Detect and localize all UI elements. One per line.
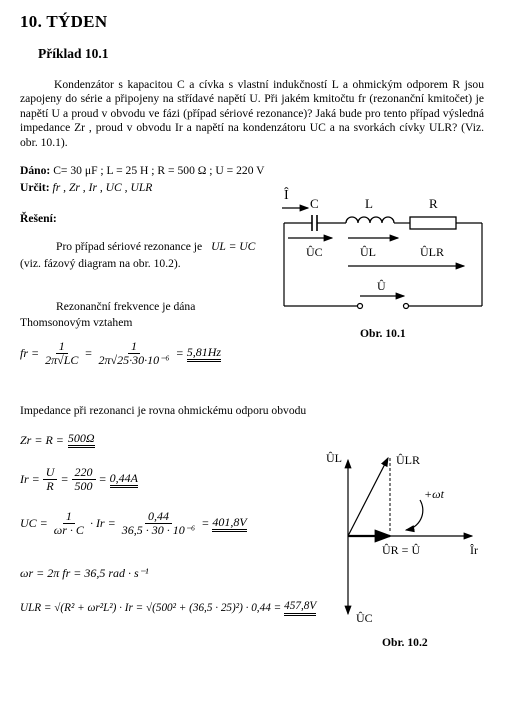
eq-uc-num1: 1 bbox=[63, 510, 75, 524]
thomson-text-2: Thomsonovým vztahem bbox=[20, 316, 133, 329]
eq-fr-num2: 1 bbox=[128, 340, 140, 354]
eq-ir-den1: R bbox=[46, 479, 54, 493]
inductor bbox=[346, 217, 394, 223]
resistor-label: R bbox=[429, 196, 438, 211]
eq-fr-lhs: fr = bbox=[20, 346, 40, 360]
eq-fr-num1: 1 bbox=[56, 340, 68, 354]
eq-ir-result: 0,44A bbox=[110, 472, 138, 488]
resonance-line bbox=[56, 240, 255, 253]
phasor-caption: Obr. 10.2 bbox=[382, 636, 428, 649]
capacitor-label: C bbox=[310, 196, 319, 211]
phasor-omega-label: +ωt bbox=[424, 487, 444, 501]
circuit-ulr-label: ÛLR bbox=[420, 245, 444, 259]
solution-label: Řešení: bbox=[20, 212, 57, 225]
eq-ir: Ir = $\frac{U}{R}$ = $\frac{220}{500}$ = 0,44A bbox=[20, 465, 138, 493]
terminal bbox=[358, 304, 363, 309]
given-values: C= 30 μF ; L = 25 H ; R = 500 Ω ; U = 220 V bbox=[53, 164, 265, 177]
eq-zr bbox=[20, 432, 95, 448]
phasor-ul-label: ÛL bbox=[326, 451, 342, 465]
eq-ir-num2: 220 bbox=[72, 466, 96, 480]
eq-uc: UC = $\frac{1}{\omega r \cdot C}$ · Ir = $\frac{0,44}{\text{36,5 · 30 · 10⁻⁶}}$ = 401,8V bbox=[20, 509, 247, 537]
resonance-eq: UL = UC bbox=[211, 240, 256, 253]
eq-fr-den2: 2π√25·30·10⁻⁶ bbox=[98, 353, 170, 367]
given-label: Dáno: bbox=[20, 164, 51, 177]
circuit-caption: Obr. 10.1 bbox=[360, 327, 406, 340]
find-values: fr , Zr , Ir , UC , ULR bbox=[52, 181, 153, 194]
eq-ir-num1: U bbox=[43, 466, 58, 480]
thomson-text-1: Rezonanční frekvence je dána bbox=[56, 300, 196, 313]
find-row bbox=[20, 181, 152, 194]
eq-ir-den2: 500 bbox=[74, 479, 93, 493]
eq-uc-den2: 36,5 · 30 · 10⁻⁶ bbox=[121, 523, 196, 537]
eq-uc-den1: ωr · C bbox=[53, 523, 84, 537]
eq-ulr-lhs: ULR = √(R² + ωr²L²) · Ir = √(500² + (36,5 · 25)²) · 0,44 = bbox=[20, 602, 282, 614]
example-title: Příklad 10.1 bbox=[38, 46, 109, 61]
phasor-ir-label: Îr bbox=[470, 543, 478, 557]
eq-zr-lhs: Zr = R = bbox=[20, 432, 64, 447]
resonance-text: Pro případ sériové rezonance je bbox=[56, 240, 203, 253]
resonance-ref: (viz. fázový diagram na obr. 10.2). bbox=[20, 257, 181, 270]
ulr-phasor bbox=[348, 458, 388, 536]
problem-text: Kondenzátor s kapacitou C a cívka s vlastní indukčností L a ohmickým odporem R jsou zapojeny do série a připojeny na střídavé napětí U. Při jakém kmitočtu fr (rezonanční kmitočet) je napětí U a proud v obvodu ve fázi (případ sériové rezonance)? Jaká bude pro tento případ výsledná impedance Zr , proud v obvodu Ir a napětí na kondenzátoru UC a na svorkách cívky ULR? (Viz. obr. 10.1). bbox=[20, 78, 484, 149]
eq-fr-result: 5,81Hz bbox=[187, 346, 221, 362]
chapter-title: 10. TÝDEN bbox=[20, 12, 108, 31]
eq-fr: fr = $\frac{1}{2\pi√LC}$ = $\frac{1}{\text{2π√25·30·10⁻⁶}}$ = 5,81Hz bbox=[20, 339, 222, 367]
find-label: Určit: bbox=[20, 181, 50, 194]
eq-zr-result: 500Ω bbox=[68, 432, 95, 448]
phasor-diagram bbox=[318, 446, 494, 630]
terminal bbox=[404, 304, 409, 309]
inductor-label: L bbox=[365, 196, 373, 211]
circuit-current-label: Î bbox=[284, 188, 289, 203]
circuit-u-label: Û bbox=[377, 279, 386, 293]
eq-ulr bbox=[20, 600, 316, 616]
eq-uc-result: 401,8V bbox=[212, 516, 246, 532]
circuit-ul-label: ÛL bbox=[360, 245, 376, 259]
eq-omega: ωr = 2π fr = 36,5 rad · s⁻¹ bbox=[20, 566, 149, 580]
phasor-ur-label: ÛR = Û bbox=[382, 543, 421, 557]
eq-ulr-result: 457,8V bbox=[284, 600, 316, 616]
circuit-diagram bbox=[274, 186, 496, 318]
given-row bbox=[20, 164, 265, 177]
eq-uc-num2: 0,44 bbox=[145, 510, 172, 524]
eq-uc-mid: · Ir = bbox=[89, 516, 116, 530]
circuit-uc-label: ÛC bbox=[306, 245, 323, 259]
impedance-text: Impedance při rezonanci je rovna ohmickému odporu obvodu bbox=[20, 404, 307, 417]
phasor-uc-label: ÛC bbox=[356, 611, 373, 625]
phasor-ulr-label: ÛLR bbox=[396, 453, 420, 467]
resistor bbox=[410, 217, 456, 229]
rotation-arrow bbox=[406, 500, 423, 530]
eq-ir-lhs: Ir = bbox=[20, 472, 40, 486]
eq-fr-den1: 2π√LC bbox=[45, 353, 79, 367]
eq-uc-lhs: UC = bbox=[20, 516, 48, 530]
